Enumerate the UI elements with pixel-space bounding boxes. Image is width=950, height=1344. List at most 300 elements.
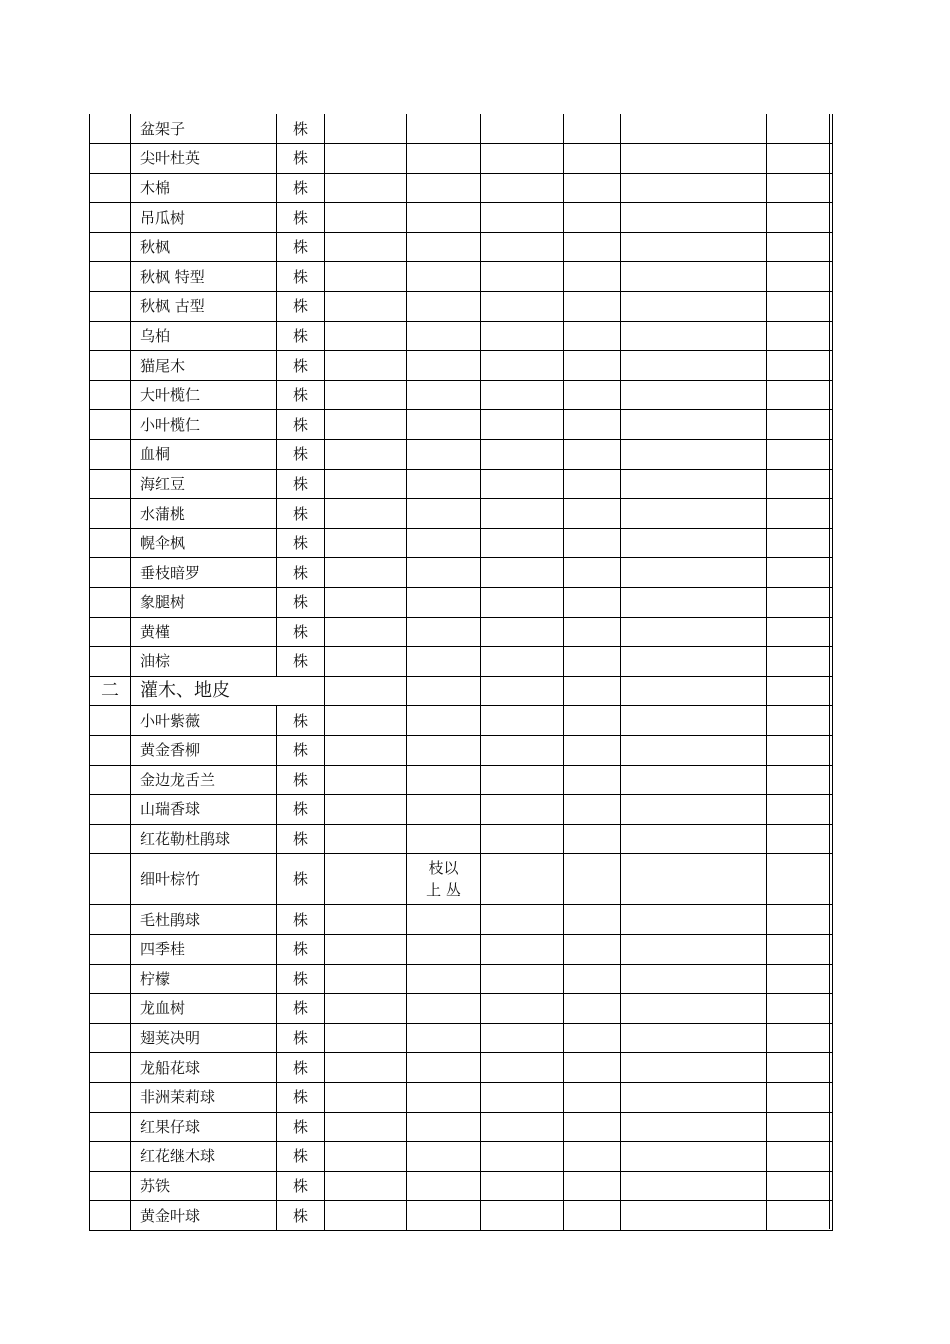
table-right-border — [829, 114, 830, 1229]
empty-cell — [767, 617, 833, 647]
unit: 株 — [277, 410, 325, 440]
row-index — [90, 905, 131, 935]
empty-cell — [564, 1171, 621, 1201]
spec-note-line: 枝以 — [428, 859, 459, 878]
spec-note — [407, 499, 481, 529]
empty-cell — [767, 321, 833, 351]
empty-cell — [621, 795, 767, 825]
empty-cell — [325, 440, 407, 470]
empty-cell — [325, 647, 407, 677]
table-row — [90, 905, 833, 935]
plant-name: 大叶榄仁 — [131, 380, 277, 410]
empty-cell — [564, 558, 621, 588]
unit: 株 — [277, 173, 325, 203]
spec-note — [407, 765, 481, 795]
section-title: 灌木、地皮 — [131, 676, 325, 706]
table-row — [90, 528, 833, 558]
spec-note — [407, 203, 481, 233]
spec-note — [407, 321, 481, 351]
spec-note — [407, 964, 481, 994]
plant-name: 金边龙舌兰 — [131, 765, 277, 795]
empty-cell — [564, 203, 621, 233]
empty-cell — [564, 1023, 621, 1053]
plant-name: 红花继木球 — [131, 1142, 277, 1172]
row-index — [90, 617, 131, 647]
empty-cell — [481, 617, 564, 647]
empty-cell — [325, 410, 407, 440]
empty-cell — [481, 1112, 564, 1142]
unit: 株 — [277, 964, 325, 994]
unit: 株 — [277, 232, 325, 262]
unit: 株 — [277, 647, 325, 677]
unit: 株 — [277, 765, 325, 795]
empty-cell — [564, 905, 621, 935]
empty-cell — [767, 676, 833, 706]
empty-cell — [767, 934, 833, 964]
empty-cell — [767, 558, 833, 588]
spec-note — [407, 558, 481, 588]
empty-cell — [481, 994, 564, 1024]
empty-cell — [564, 262, 621, 292]
row-index — [90, 1112, 131, 1142]
table-row — [90, 617, 833, 647]
row-index — [90, 588, 131, 618]
table-row — [90, 499, 833, 529]
empty-cell — [767, 854, 833, 905]
empty-cell — [767, 1201, 833, 1231]
empty-cell — [325, 1142, 407, 1172]
table-row — [90, 588, 833, 618]
spec-note — [407, 1171, 481, 1201]
table-row — [90, 1053, 833, 1083]
table-row — [90, 795, 833, 825]
spec-note — [407, 528, 481, 558]
empty-cell — [621, 232, 767, 262]
empty-cell — [481, 795, 564, 825]
empty-cell — [621, 905, 767, 935]
empty-cell — [767, 824, 833, 854]
empty-cell — [325, 588, 407, 618]
empty-cell — [767, 232, 833, 262]
table-row — [90, 203, 833, 233]
empty-cell — [621, 173, 767, 203]
row-index — [90, 795, 131, 825]
empty-cell — [621, 321, 767, 351]
empty-cell — [564, 410, 621, 440]
spec-note — [407, 647, 481, 677]
spec-note — [407, 706, 481, 736]
empty-cell — [767, 292, 833, 322]
row-index — [90, 528, 131, 558]
spec-note — [407, 1053, 481, 1083]
plant-name: 细叶棕竹 — [131, 854, 277, 905]
empty-cell — [481, 410, 564, 440]
table-row — [90, 380, 833, 410]
unit: 株 — [277, 321, 325, 351]
plant-name: 龙血树 — [131, 994, 277, 1024]
table-row — [90, 173, 833, 203]
empty-cell — [325, 1023, 407, 1053]
empty-cell — [325, 351, 407, 381]
unit: 株 — [277, 994, 325, 1024]
table-row — [90, 1023, 833, 1053]
empty-cell — [767, 1082, 833, 1112]
empty-cell — [325, 964, 407, 994]
empty-cell — [325, 706, 407, 736]
empty-cell — [767, 262, 833, 292]
unit: 株 — [277, 144, 325, 174]
plant-name: 海红豆 — [131, 469, 277, 499]
empty-cell — [564, 380, 621, 410]
empty-cell — [325, 380, 407, 410]
empty-cell — [767, 964, 833, 994]
empty-cell — [325, 558, 407, 588]
empty-cell — [621, 617, 767, 647]
empty-cell — [621, 380, 767, 410]
empty-cell — [325, 1201, 407, 1231]
plant-name: 猫尾木 — [131, 351, 277, 381]
row-index — [90, 232, 131, 262]
unit: 株 — [277, 380, 325, 410]
empty-cell — [621, 1053, 767, 1083]
row-index — [90, 499, 131, 529]
spec-note — [407, 994, 481, 1024]
empty-cell — [767, 1053, 833, 1083]
empty-cell — [325, 114, 407, 144]
unit: 株 — [277, 262, 325, 292]
table-row — [90, 735, 833, 765]
row-index — [90, 1053, 131, 1083]
table-row — [90, 647, 833, 677]
empty-cell — [325, 262, 407, 292]
row-index — [90, 964, 131, 994]
empty-cell — [564, 173, 621, 203]
unit: 株 — [277, 528, 325, 558]
empty-cell — [564, 114, 621, 144]
unit: 株 — [277, 735, 325, 765]
empty-cell — [481, 528, 564, 558]
plant-name: 小叶榄仁 — [131, 410, 277, 440]
empty-cell — [767, 173, 833, 203]
row-index — [90, 1023, 131, 1053]
table-row — [90, 1112, 833, 1142]
spec-note — [407, 173, 481, 203]
table-row — [90, 144, 833, 174]
empty-cell — [564, 1201, 621, 1231]
empty-cell — [564, 964, 621, 994]
plant-name: 象腿树 — [131, 588, 277, 618]
table-row — [90, 706, 833, 736]
table-row — [90, 232, 833, 262]
row-index — [90, 1082, 131, 1112]
empty-cell — [564, 934, 621, 964]
table-row — [90, 1142, 833, 1172]
empty-cell — [621, 934, 767, 964]
empty-cell — [481, 469, 564, 499]
unit: 株 — [277, 795, 325, 825]
empty-cell — [621, 676, 767, 706]
row-index — [90, 380, 131, 410]
unit: 株 — [277, 1053, 325, 1083]
unit: 株 — [277, 824, 325, 854]
unit: 株 — [277, 1023, 325, 1053]
empty-cell — [325, 676, 407, 706]
table-row — [90, 351, 833, 381]
empty-cell — [767, 588, 833, 618]
empty-cell — [621, 647, 767, 677]
spec-note — [407, 1112, 481, 1142]
plant-name: 四季桂 — [131, 934, 277, 964]
plant-name: 苏铁 — [131, 1171, 277, 1201]
empty-cell — [481, 1023, 564, 1053]
row-index — [90, 934, 131, 964]
row-index — [90, 173, 131, 203]
empty-cell — [564, 765, 621, 795]
row-index — [90, 321, 131, 351]
row-index — [90, 854, 131, 905]
empty-cell — [564, 795, 621, 825]
empty-cell — [325, 203, 407, 233]
row-index — [90, 1142, 131, 1172]
spec-note — [407, 735, 481, 765]
row-index — [90, 735, 131, 765]
plant-name: 秋枫 古型 — [131, 292, 277, 322]
row-index — [90, 824, 131, 854]
unit: 株 — [277, 1112, 325, 1142]
table-body — [90, 114, 833, 1230]
unit: 株 — [277, 1142, 325, 1172]
spec-note-line: 上 丛 — [426, 881, 461, 900]
unit: 株 — [277, 351, 325, 381]
empty-cell — [767, 114, 833, 144]
empty-cell — [481, 351, 564, 381]
spec-note — [407, 617, 481, 647]
row-index — [90, 706, 131, 736]
empty-cell — [481, 905, 564, 935]
empty-cell — [325, 1171, 407, 1201]
empty-cell — [621, 351, 767, 381]
empty-cell — [325, 499, 407, 529]
empty-cell — [767, 1023, 833, 1053]
plant-name: 黄金叶球 — [131, 1201, 277, 1231]
unit: 株 — [277, 1201, 325, 1231]
empty-cell — [325, 994, 407, 1024]
empty-cell — [621, 203, 767, 233]
empty-cell — [564, 321, 621, 351]
plant-name: 吊瓜树 — [131, 203, 277, 233]
empty-cell — [564, 994, 621, 1024]
empty-cell — [621, 558, 767, 588]
row-index — [90, 114, 131, 144]
unit: 株 — [277, 706, 325, 736]
plant-name: 木棉 — [131, 173, 277, 203]
empty-cell — [621, 144, 767, 174]
empty-cell — [481, 558, 564, 588]
spec-note — [407, 144, 481, 174]
unit: 株 — [277, 558, 325, 588]
empty-cell — [621, 1112, 767, 1142]
empty-cell — [481, 964, 564, 994]
empty-cell — [767, 795, 833, 825]
plant-name: 翅荚决明 — [131, 1023, 277, 1053]
unit: 株 — [277, 1171, 325, 1201]
unit: 株 — [277, 934, 325, 964]
unit: 株 — [277, 114, 325, 144]
plant-name: 柠檬 — [131, 964, 277, 994]
plant-name: 毛杜鹃球 — [131, 905, 277, 935]
empty-cell — [564, 588, 621, 618]
empty-cell — [325, 232, 407, 262]
plant-name: 乌柏 — [131, 321, 277, 351]
empty-cell — [767, 469, 833, 499]
empty-cell — [481, 706, 564, 736]
row-index — [90, 292, 131, 322]
plant-name: 黄槿 — [131, 617, 277, 647]
row-index — [90, 410, 131, 440]
row-index — [90, 765, 131, 795]
empty-cell — [481, 676, 564, 706]
empty-cell — [621, 292, 767, 322]
empty-cell — [325, 1053, 407, 1083]
empty-cell — [481, 262, 564, 292]
row-index — [90, 1201, 131, 1231]
empty-cell — [564, 499, 621, 529]
empty-cell — [564, 735, 621, 765]
empty-cell — [767, 528, 833, 558]
empty-cell — [325, 735, 407, 765]
empty-cell — [481, 1142, 564, 1172]
plant-name: 红果仔球 — [131, 1112, 277, 1142]
table-row — [90, 114, 833, 144]
spec-note — [407, 351, 481, 381]
spec-note — [407, 1023, 481, 1053]
row-index — [90, 469, 131, 499]
empty-cell — [621, 964, 767, 994]
empty-cell — [481, 647, 564, 677]
empty-cell — [621, 1171, 767, 1201]
empty-cell — [564, 706, 621, 736]
spec-note — [407, 934, 481, 964]
empty-cell — [564, 854, 621, 905]
empty-cell — [481, 321, 564, 351]
empty-cell — [564, 144, 621, 174]
empty-cell — [564, 351, 621, 381]
empty-cell — [621, 824, 767, 854]
empty-cell — [767, 735, 833, 765]
empty-cell — [481, 144, 564, 174]
table-row — [90, 824, 833, 854]
spec-note — [407, 380, 481, 410]
empty-cell — [767, 380, 833, 410]
empty-cell — [481, 292, 564, 322]
row-index — [90, 351, 131, 381]
table-row — [90, 292, 833, 322]
row-index — [90, 440, 131, 470]
plant-name: 水蒲桃 — [131, 499, 277, 529]
plant-name: 尖叶杜英 — [131, 144, 277, 174]
plant-name: 秋枫 — [131, 232, 277, 262]
empty-cell — [564, 1082, 621, 1112]
empty-cell — [767, 647, 833, 677]
empty-cell — [621, 994, 767, 1024]
spec-note — [407, 905, 481, 935]
section-index: 二 — [90, 676, 131, 706]
empty-cell — [481, 1171, 564, 1201]
empty-cell — [621, 1023, 767, 1053]
empty-cell — [621, 706, 767, 736]
plant-name: 非洲茉莉球 — [131, 1082, 277, 1112]
table-row — [90, 262, 833, 292]
empty-cell — [621, 854, 767, 905]
unit: 株 — [277, 854, 325, 905]
empty-cell — [621, 499, 767, 529]
empty-cell — [621, 528, 767, 558]
spec-note — [407, 292, 481, 322]
empty-cell — [621, 262, 767, 292]
table-row — [90, 469, 833, 499]
empty-cell — [564, 1112, 621, 1142]
empty-cell — [767, 203, 833, 233]
empty-cell — [325, 934, 407, 964]
empty-cell — [767, 410, 833, 440]
table-row — [90, 1082, 833, 1112]
spec-note — [407, 440, 481, 470]
empty-cell — [481, 232, 564, 262]
row-index — [90, 262, 131, 292]
empty-cell — [325, 765, 407, 795]
spec-note — [407, 854, 481, 905]
empty-cell — [767, 144, 833, 174]
unit: 株 — [277, 588, 325, 618]
plant-name: 盆架子 — [131, 114, 277, 144]
table-row — [90, 1171, 833, 1201]
empty-cell — [481, 1082, 564, 1112]
empty-cell — [767, 1112, 833, 1142]
table-row — [90, 994, 833, 1024]
empty-cell — [564, 292, 621, 322]
empty-cell — [481, 1053, 564, 1083]
empty-cell — [767, 1142, 833, 1172]
plant-name: 黄金香柳 — [131, 735, 277, 765]
empty-cell — [325, 469, 407, 499]
empty-cell — [325, 1112, 407, 1142]
empty-cell — [767, 994, 833, 1024]
table-row — [90, 321, 833, 351]
row-index — [90, 994, 131, 1024]
plant-name: 龙船花球 — [131, 1053, 277, 1083]
empty-cell — [564, 676, 621, 706]
empty-cell — [564, 1142, 621, 1172]
row-index — [90, 647, 131, 677]
table-row — [90, 440, 833, 470]
unit: 株 — [277, 440, 325, 470]
empty-cell — [481, 588, 564, 618]
table-row — [90, 854, 833, 905]
empty-cell — [481, 380, 564, 410]
empty-cell — [325, 854, 407, 905]
empty-cell — [621, 735, 767, 765]
row-index — [90, 144, 131, 174]
spec-note — [407, 795, 481, 825]
table-row — [90, 1201, 833, 1231]
empty-cell — [325, 795, 407, 825]
spec-note — [407, 1142, 481, 1172]
plant-list-table — [89, 114, 833, 1231]
spec-note — [407, 824, 481, 854]
unit: 株 — [277, 292, 325, 322]
unit: 株 — [277, 469, 325, 499]
row-index — [90, 1171, 131, 1201]
